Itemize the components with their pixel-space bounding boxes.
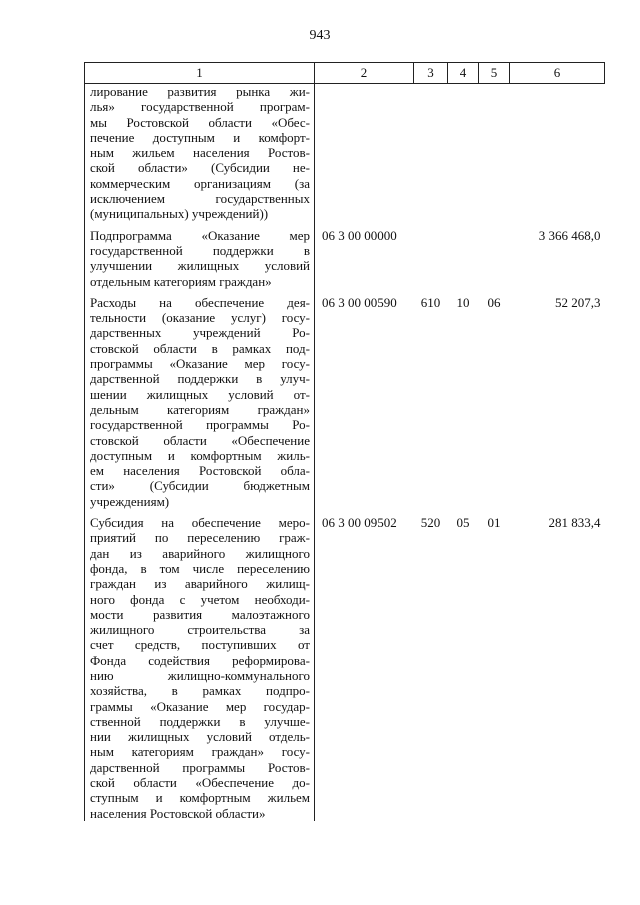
description-line: граждан из аварийного жилищ- (90, 576, 310, 592)
description-line: (муниципальных) учреждений)) (90, 206, 269, 222)
description-line: ем населения Ростовской обла- (90, 463, 310, 479)
description-line: дан из аварийного жилищного (90, 545, 310, 561)
table-row (85, 84, 605, 222)
description-line: граммы «Оказание мер государ- (90, 698, 310, 714)
description-line: ного фонда с учетом необходи- (90, 591, 310, 607)
description-line: отдельным категориям граждан» (90, 273, 272, 289)
description-line: Подпрограмма «Оказание мер (90, 227, 310, 243)
description-line: хозяйства, в рамках подпро- (90, 683, 310, 699)
description-line: дельным категориям граждан» (90, 401, 310, 417)
description-line: стовской области «Обеспечение (90, 432, 310, 448)
description-line: исключением государственных (90, 191, 310, 207)
row-amount: 3 366 468,0 (538, 227, 601, 243)
description-line: улучшении жилищных условий (90, 258, 310, 274)
row-code: 06 3 00 00000 (322, 227, 397, 243)
description-line: жилищного строительства за (90, 622, 310, 638)
description-line: счет средств, поступивших от (90, 637, 310, 653)
description-line: доступным и комфортным жиль- (90, 447, 310, 463)
description-line: дарственной поддержки в улуч- (90, 371, 310, 387)
table-row (85, 228, 605, 289)
description-line: нии жилищных условий отдель- (90, 729, 310, 745)
description-line: Расходы на обеспечение дея- (90, 294, 310, 310)
description-line: учреждениям) (90, 493, 170, 509)
row-amount: 52 207,3 (555, 294, 601, 310)
row-subsection: 06 (487, 294, 501, 310)
row-description (85, 515, 315, 821)
description-line: шении жилищных условий от- (90, 386, 310, 402)
row-description (85, 84, 315, 222)
description-line: Субсидия на обеспечение меро- (90, 515, 310, 531)
row-section (448, 228, 479, 289)
description-line: фонда, в том числе переселению (90, 560, 310, 576)
description-line: населения Ростовской области» (90, 805, 266, 821)
header-row (85, 63, 605, 84)
row-code (315, 84, 414, 222)
description-line: программы «Оказание мер госу- (90, 356, 310, 372)
row-code: 06 3 00 09502 (322, 515, 397, 531)
description-line: лья» государственной програм- (90, 99, 310, 115)
col-header-1: 1 (85, 63, 315, 84)
description-line: мы Ростовской области «Обес- (90, 114, 310, 130)
description-line: печение доступным и комфорт- (90, 129, 310, 145)
row-expense-type: 520 (420, 515, 441, 531)
description-line: дарственной программы Ростов- (90, 759, 310, 775)
col-header-6: 6 (510, 63, 605, 84)
description-line: ным категориям граждан» госу- (90, 744, 310, 760)
table-row (85, 515, 605, 821)
row-section (448, 84, 479, 222)
col-header-5: 5 (479, 63, 510, 84)
description-line: приятий по переселению граж- (90, 530, 310, 546)
row-subsection (479, 84, 510, 222)
description-line: стовской области в рамках под- (90, 340, 310, 356)
budget-table (84, 62, 605, 821)
row-section: 05 (456, 515, 470, 531)
description-line: дарственных учреждений Ро- (90, 325, 310, 341)
description-line: ным жильем населения Ростов- (90, 145, 310, 161)
row-code: 06 3 00 00590 (322, 294, 397, 310)
description-line: Фонда содействия реформирова- (90, 652, 310, 668)
row-expense-type (414, 228, 448, 289)
description-line: ступным и комфортным жильем (90, 790, 310, 806)
description-line: ской области «Обеспечение до- (90, 775, 310, 791)
description-line: государственной поддержки в (90, 242, 310, 258)
row-subsection: 01 (487, 515, 501, 531)
col-header-2: 2 (315, 63, 414, 84)
col-header-3: 3 (414, 63, 448, 84)
row-subsection (479, 228, 510, 289)
row-expense-type: 610 (420, 294, 441, 310)
description-line: коммерческим организациям (за (90, 175, 310, 191)
row-amount: 281 833,4 (548, 515, 601, 531)
row-amount (510, 84, 605, 222)
description-line: лирование развития рынка жи- (90, 84, 310, 99)
row-section: 10 (456, 294, 470, 310)
description-line: ственной поддержки в улучше- (90, 713, 310, 729)
description-line: сти» (Субсидии бюджетным (90, 478, 310, 494)
page-number: 943 (309, 28, 331, 43)
row-description (85, 228, 315, 289)
table-row (85, 295, 605, 509)
description-line: государственной программы Ро- (90, 417, 310, 433)
description-line: мости развития малоэтажного (90, 606, 310, 622)
col-header-4: 4 (448, 63, 479, 84)
description-line: нию жилищно-коммунального (90, 667, 310, 683)
row-description (85, 295, 315, 509)
description-line: тельности (оказание услуг) госу- (90, 310, 310, 326)
description-line: ской области» (Субсидии не- (90, 160, 310, 176)
row-expense-type (414, 84, 448, 222)
